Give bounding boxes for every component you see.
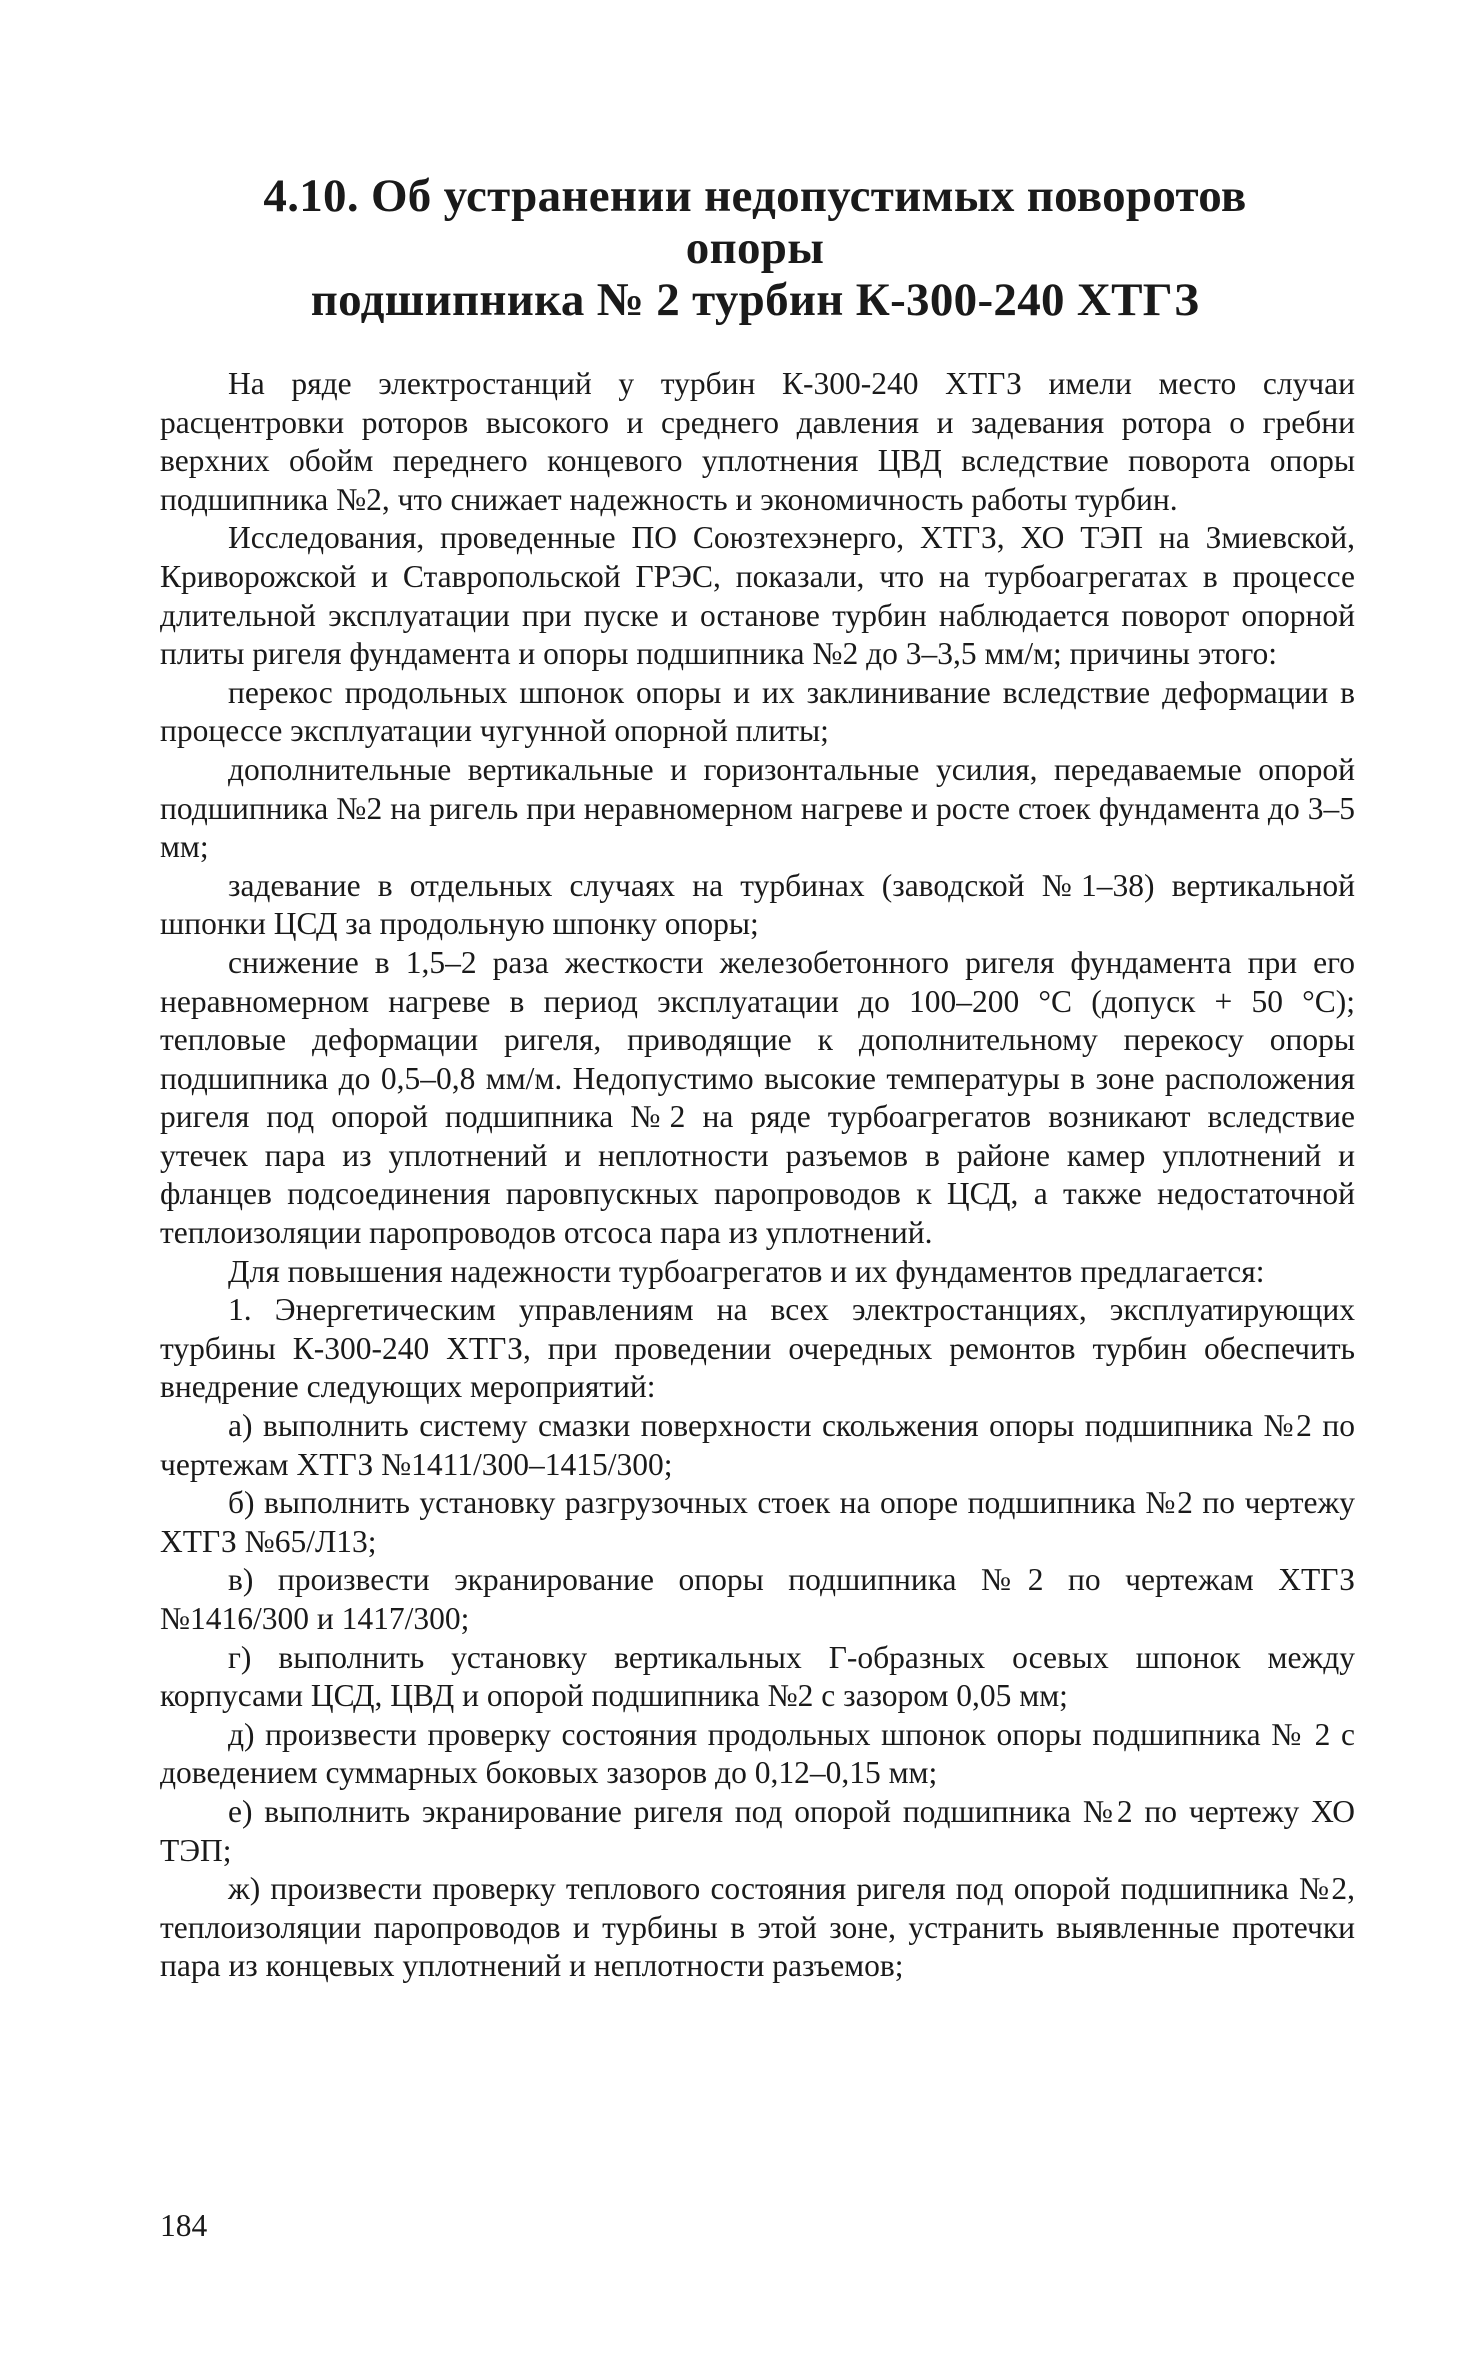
body-text: [160, 365, 1355, 1986]
section-title: [200, 170, 1310, 326]
paragraph-cause-4: снижение в 1,5–2 раза жесткости железобетонного ригеля фундамента при его неравномерном нагреве в период эксплуатации до 100–200 °С (допуск + 50 °С); тепловые деформации ригеля, приводящие к дополнительному перекосу опоры подшипника до 0,5–0,8 мм/м. Недопустимо высокие температуры в зоне расположения ригеля под опорой подшипника №2 на ряде турбоагрегатов возникают вследствие утечек пара из уплотнений и неплотности разъемов в районе камер уплотнений и фланцев подсоединения паровпускных паропроводов к ЦСД, а также недостаточной теплоизоляции паропроводов отсоса пара из уплотнений.: [160, 944, 1355, 1251]
paragraph-item-e: е) выполнить экранирование ригеля под опорой подшипника №2 по чертежу ХО ТЭП;: [160, 1793, 1355, 1868]
paragraph-research: Исследования, проведенные ПО Союзтехэнерго, ХТГЗ, ХО ТЭП на Змиевской, Криворожской и Ставропольской ГРЭС, показали, что на турбоагрегатах в процессе длительной эксплуатации при пуске и останове турбин наблюдается поворот опорной плиты ригеля фундамента и опоры подшипника №2 до 3–3,5 мм/м; причины этого:: [160, 520, 1355, 672]
paragraph-item-1: 1. Энергетическим управлениям на всех электростанциях, эксплуатирующих турбины К-300-240 ХТГЗ, при проведении очередных ремонтов турбин обеспечить внедрение следующих мероприятий:: [160, 1292, 1355, 1405]
paragraph-cause-3: задевание в отдельных случаях на турбинах (заводской №1–38) вертикальной шпонки ЦСД за продольную шпонку опоры;: [160, 867, 1355, 942]
paragraph-item-zh: ж) произвести проверку теплового состояния ригеля под опорой подшипника №2, теплоизоляции паропроводов и турбины в этой зоне, устранить выявленные протечки пара из концевых уплотнений и неплотности разъемов;: [160, 1871, 1355, 1984]
paragraph-item-b: б) выполнить установку разгрузочных стоек на опоре подшипника №2 по чертежу ХТГЗ №65/Л13;: [160, 1485, 1355, 1559]
section-title-line-2: подшипника № 2 турбин К-300-240 ХТГЗ: [310, 274, 1200, 326]
paragraph-cause-2: дополнительные вертикальные и горизонтальные усилия, передаваемые опорой подшипника №2 на ригель при неравномерном нагреве и росте стоек фундамента до 3–5 мм;: [160, 751, 1355, 865]
section-title-line-1: 4.10. Об устранении недопустимых поворотов опоры: [263, 170, 1247, 274]
paragraph-intro: На ряде электростанций у турбин К-300-240 ХТГЗ имели место случаи расцентровки роторов высокого и среднего давления и задевания ротора о гребни верхних обойм переднего концевого уплотнения ЦВД вследствие поворота опоры подшипника №2, что снижает надежность и экономичность работы турбин.: [160, 366, 1355, 517]
paragraph-item-g: г) выполнить установку вертикальных Г-образных осевых шпонок между корпусами ЦСД, ЦВД и опорой подшипника №2 с зазором 0,05 мм;: [160, 1639, 1355, 1714]
paragraph-item-a: а) выполнить систему смазки поверхности скольжения опоры подшипника №2 по чертежам ХТГЗ №1411/300–1415/300;: [160, 1408, 1355, 1482]
page-number: 184: [160, 2208, 208, 2243]
paragraph-cause-1: перекос продольных шпонок опоры и их заклинивание вследствие деформации в процессе эксплуатации чугунной опорной плиты;: [160, 674, 1355, 749]
paragraph-item-v: в) произвести экранирование опоры подшипника №2 по чертежам ХТГЗ №1416/300 и 1417/300;: [160, 1562, 1355, 1636]
paragraph-item-d: д) произвести проверку состояния продольных шпонок опоры подшипника № 2 с доведением суммарных боковых зазоров до 0,12–0,15 мм;: [160, 1716, 1355, 1791]
paragraph-proposal: Для повышения надежности турбоагрегатов и их фундаментов предлагается:: [228, 1253, 1265, 1289]
